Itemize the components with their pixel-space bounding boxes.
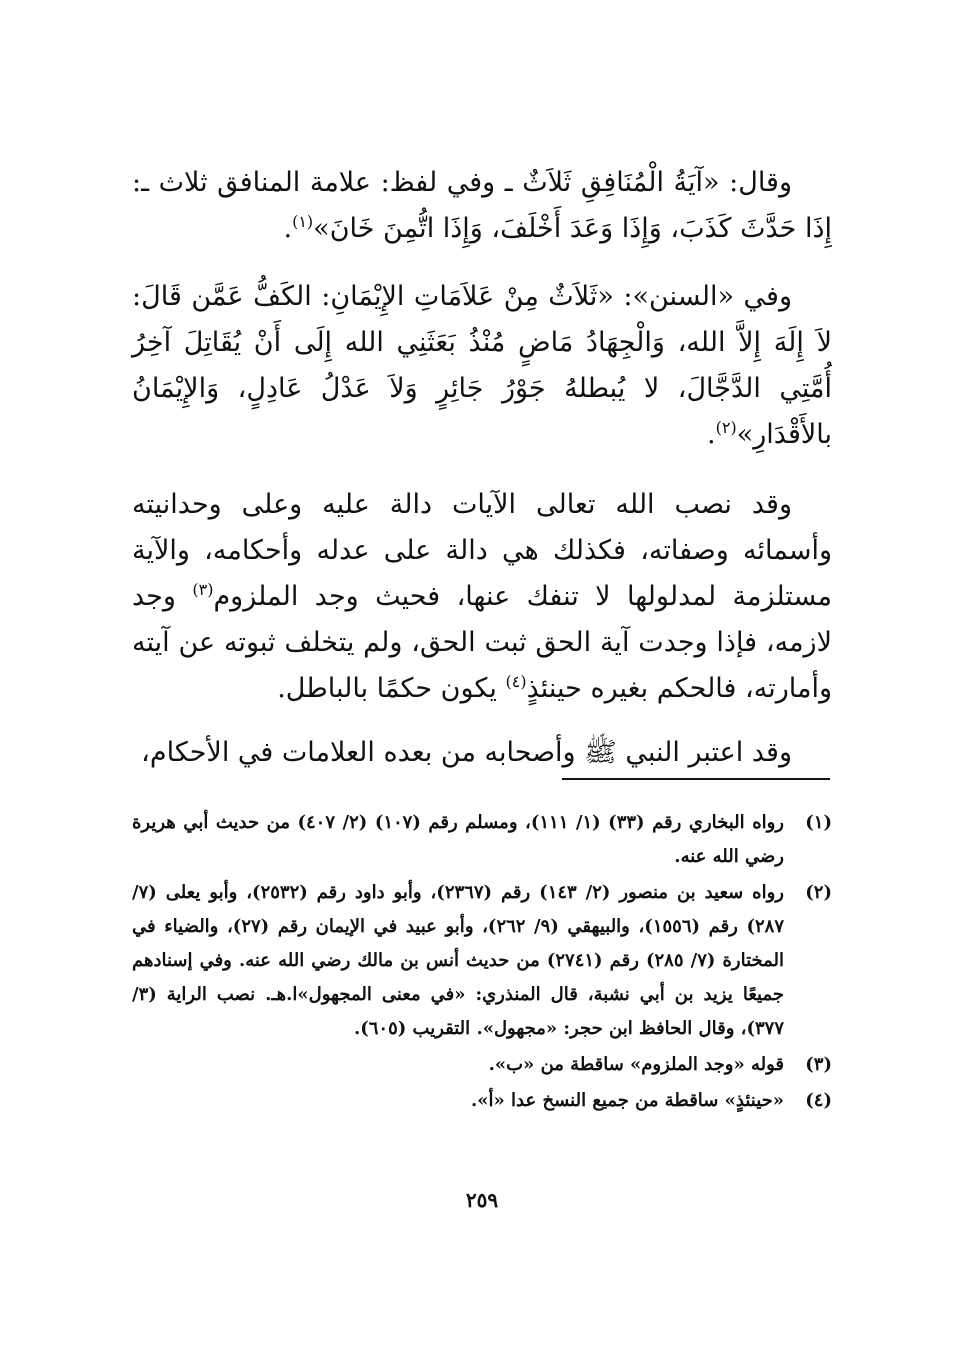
paragraph-tail: . — [707, 419, 716, 450]
footnote-ref: (٤) — [505, 672, 527, 691]
footnote-text: رواه سعيد بن منصور (٢/ ١٤٣) رقم (٢٣٦٧)، وأبو داود رقم (٢٥٣٢)، وأبو يعلى (٧/ ٢٨٧) رقم (١٥٥٦)، والبيهقي (٩/ ٢٦٢)، وأبو عبيد في الإيمان رقم (٢٧)، والضياء في المختارة (٧/ ٢٨٥) رقم (٢٧٤١) من حديث أنس بن مالك رضي الله عنه. وفي إسنادهم جميعًا يزيد بن أبي نشبة، قال المنذري: «في معنى المجهول»ا.هـ. نصب الراية (٣/ ٣٧٧)، وقال الحافظ ابن حجر: «مجهول». التقريب (٦٠٥). — [132, 882, 785, 1039]
footnote-number: (٣) — [805, 1054, 832, 1075]
footnote-item — [132, 1084, 832, 1118]
paragraph-text: وقد اعتبر النبي ﷺ وأصحابه من بعده العلامات في الأحكام، — [141, 737, 792, 768]
footnotes — [132, 806, 832, 1120]
footnote-divider — [562, 778, 830, 780]
footnote-number: (١) — [805, 812, 832, 833]
footnote-number: (٤) — [805, 1090, 832, 1111]
paragraph-text: وقال: «آيَةُ الْمُنَافِقِ ثَلاَثٌ ـ وفي لفظ: علامة المنافق ثلاث ـ: إِذَا حَدَّثَ كَذَبَ، وَإِذَا وَعَدَ أَخْلَفَ، وَإِذَا اتُّمِنَ خَانَ» — [132, 167, 832, 244]
footnote-item — [132, 806, 832, 874]
footnote-text: «حينئذٍ» ساقطة من جميع النسخ عدا «أ». — [471, 1090, 784, 1111]
footnote-number: (٢) — [805, 882, 832, 903]
page-number: ٢٥٩ — [465, 1188, 499, 1212]
footnote-ref: (٢) — [715, 418, 737, 437]
footnote-text: رواه البخاري رقم (٣٣) (١/ ١١١)، ومسلم رقم (١٠٧) (٢/ ٤٠٧) من حديث أبي هريرة رضي الله عنه. — [132, 812, 785, 867]
paragraph-text: وفي «السنن»: «ثَلاَثٌ مِنْ عَلاَمَاتِ الإِيْمَانِ: الكَفُّ عَمَّن قَالَ: لاَ إِلَهَ إِلاَّ الله، وَالْجِهَادُ مَاضٍ مُنْذُ بَعَثَنِي الله إِلَى أَنْ يُقَاتِلَ آخِرُ أُمَّتِي الدَّجَّالَ، لا يُبطلهُ جَوْرُ جَائِرٍ وَلاَ عَدْلُ عَادِلٍ، وَالإِيْمَانُ بالأَقْدَارِ» — [132, 281, 832, 450]
footnote-item — [132, 1048, 832, 1082]
main-text — [132, 160, 832, 776]
paragraph-text: وجد لازمه، فإذا وجدت آية الحق ثبت الحق، ولم يتخلف ثبوته عن آيته وأمارته، فالحكم بغيره حينئذٍ — [132, 581, 832, 704]
paragraph-tail: . — [283, 213, 293, 244]
paragraph-text: وقد نصب الله تعالى الآيات دالة عليه وعلى وحدانيته وأسمائه وصفاته، فكذلك هي دالة على عدله وأحكامه، والآية مستلزمة لمدلولها لا تنفك عنها، فحيث وجد الملزوم — [132, 489, 832, 612]
paragraph-text: يكون حكمًا بالباطل. — [277, 673, 506, 704]
paragraph-signs — [132, 482, 832, 712]
paragraph-hadith-munafiq — [132, 160, 832, 252]
footnote-text: قوله «وجد الملزوم» ساقطة من «ب». — [488, 1054, 784, 1075]
footnote-ref: (١) — [292, 212, 314, 231]
footnote-ref: (٣) — [192, 580, 214, 599]
paragraph-prophet — [132, 730, 832, 776]
footnote-item — [132, 876, 832, 1046]
paragraph-hadith-sunan — [132, 274, 832, 458]
